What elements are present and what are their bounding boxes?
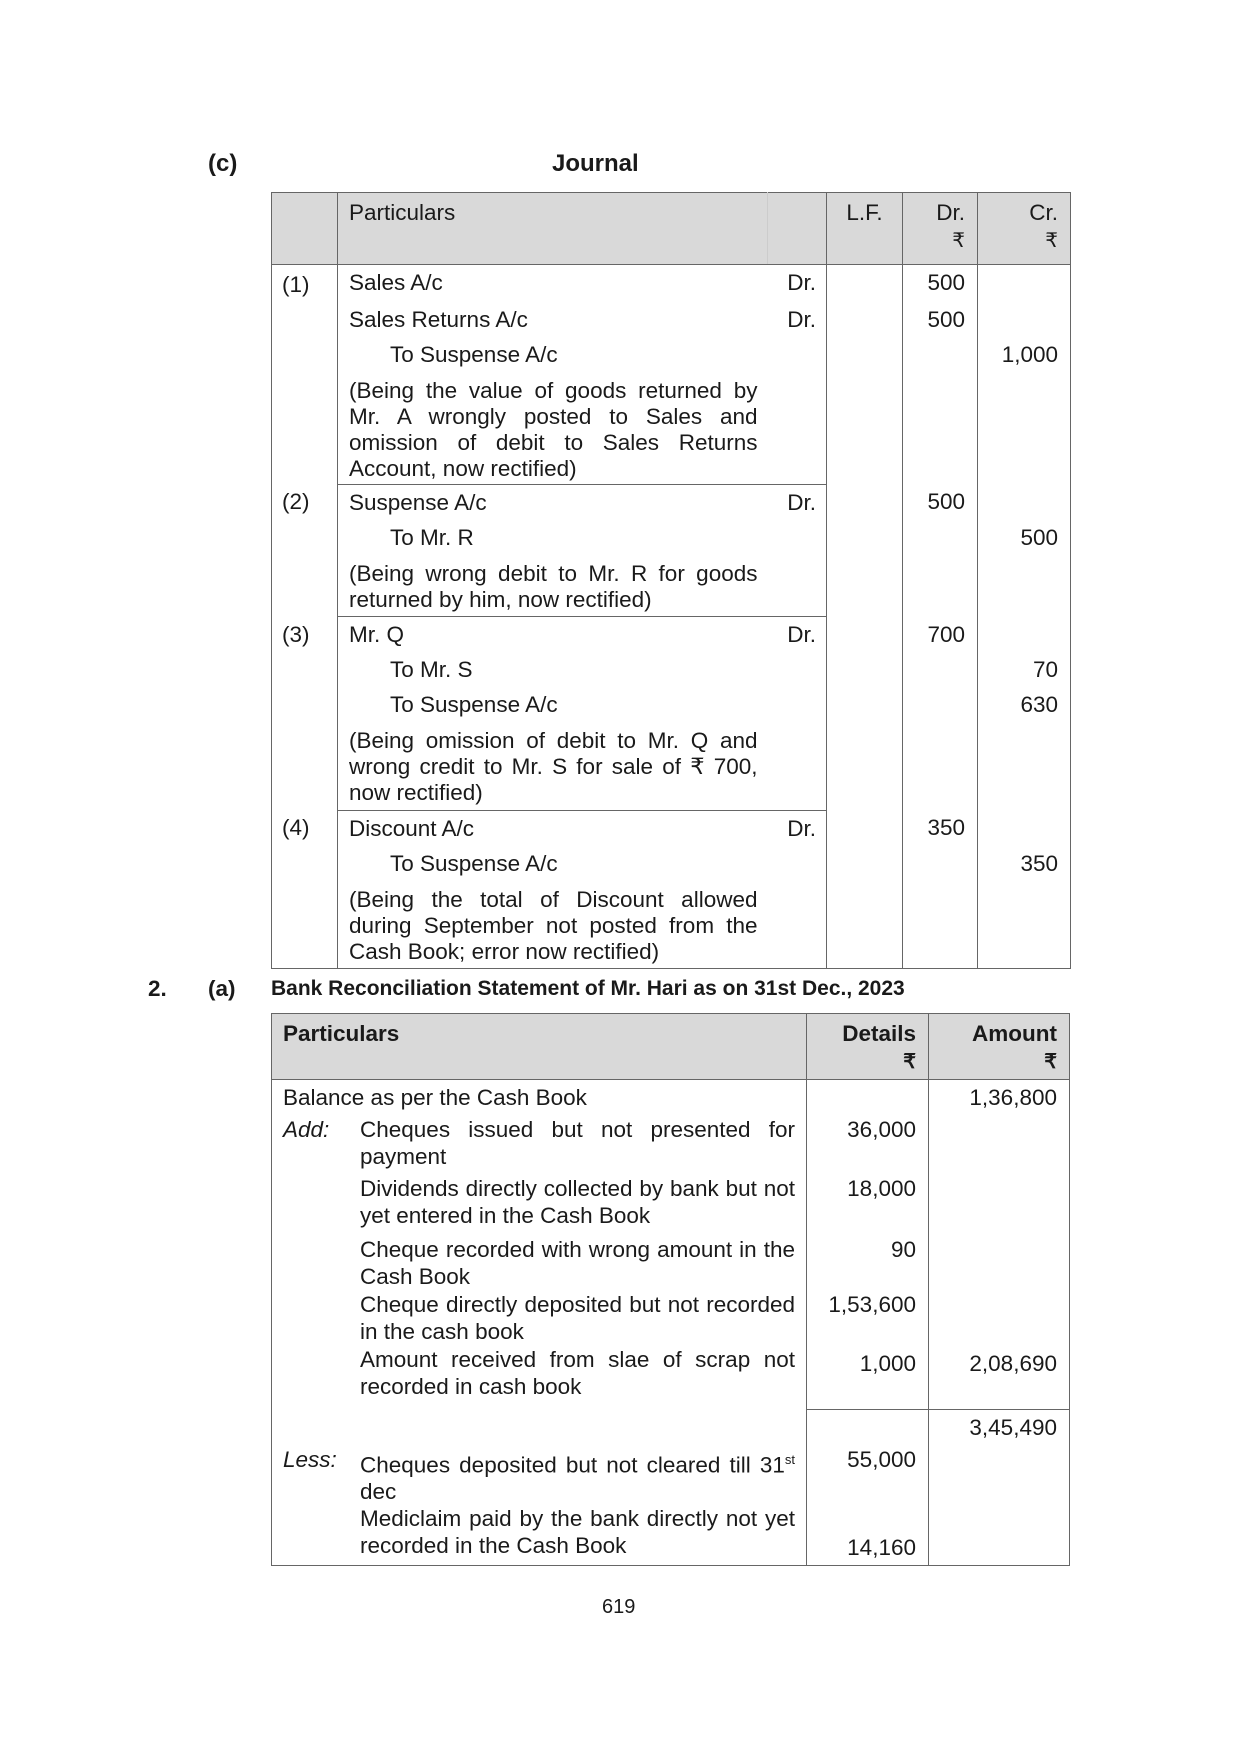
- journal-row: [272, 520, 1071, 555]
- journal-narration-row: [272, 372, 1071, 484]
- brs-row: [272, 1443, 1070, 1506]
- header-no: [272, 193, 338, 265]
- entry-number: [272, 520, 338, 555]
- entry-dr-amount: [903, 372, 978, 484]
- entry-account: Mr. Q: [349, 622, 404, 647]
- brs-amount: [929, 1291, 1070, 1346]
- brs-item-cell: [272, 1175, 807, 1236]
- entry-number: [272, 687, 338, 722]
- entry-number: [272, 555, 338, 617]
- brs-header-amount-label: Amount: [972, 1021, 1057, 1046]
- entry-cr-amount: 350: [1020, 850, 1058, 876]
- entry-dr-amount: [903, 652, 978, 687]
- entry-dr-mark: [768, 846, 827, 881]
- brs-header-details-currency: ₹: [903, 1051, 916, 1073]
- brs-item-text-sup: st: [784, 1451, 795, 1467]
- header-lf: L.F.: [827, 193, 903, 265]
- entry-dr-amount: [903, 520, 978, 555]
- entry-cr-amount: [978, 722, 1071, 810]
- journal-narration-row: [272, 722, 1071, 810]
- journal-row: [272, 846, 1071, 881]
- brs-details: 55,000: [807, 1443, 929, 1506]
- journal-row: [272, 617, 1071, 653]
- entry-cr-amount: [978, 810, 1071, 846]
- entry-cr-amount: 500: [1020, 524, 1058, 550]
- brs-details: [807, 1080, 929, 1114]
- header-particulars: Particulars: [338, 193, 768, 265]
- brs-opening-label: Balance as per the Cash Book: [272, 1080, 807, 1114]
- brs-header-particulars: Particulars: [272, 1014, 807, 1080]
- brs-add-total: 2,08,690: [929, 1346, 1070, 1410]
- entry-dr-amount: [903, 881, 978, 969]
- header-dr: [903, 193, 978, 265]
- brs-row: [272, 1346, 1070, 1410]
- entry-dr-amount: [903, 846, 978, 881]
- entry-narration: (Being omission of debit to Mr. Q and wrong credit to Mr. S for sale of ₹ 700, now rectified): [338, 722, 768, 810]
- brs-details: 36,000: [807, 1114, 929, 1175]
- brs-item-spacer: [283, 1505, 360, 1559]
- brs-item-cell: [272, 1236, 807, 1291]
- entry-account-cell: [338, 846, 768, 881]
- entry-lf: [827, 617, 903, 653]
- section-label: (c): [208, 150, 238, 177]
- entry-account: Sales Returns A/c: [349, 307, 528, 332]
- brs-less-label: Less:: [283, 1446, 337, 1472]
- entry-lf: [827, 265, 903, 303]
- entry-account: To Suspense A/c: [390, 850, 558, 876]
- brs-row: [272, 1291, 1070, 1346]
- entry-account: Discount A/c: [349, 815, 475, 841]
- entry-account: To Mr. R: [390, 524, 474, 550]
- brs-header-amount-currency: ₹: [1044, 1051, 1057, 1073]
- brs-amount: [929, 1114, 1070, 1175]
- brs-item-cell: [272, 1346, 807, 1410]
- brs-item-text-pre: Cheques deposited but not cleared till 31: [360, 1452, 785, 1477]
- question-part-label: (a): [208, 976, 236, 1001]
- brs-row: [272, 1114, 1070, 1175]
- brs-header-details: [807, 1014, 929, 1080]
- brs-details: 1,53,600: [807, 1291, 929, 1346]
- entry-dr-mark: Dr.: [768, 265, 827, 303]
- entry-dr-mark: [768, 652, 827, 687]
- entry-account: To Mr. S: [390, 657, 473, 682]
- brs-item-spacer: [283, 1175, 360, 1229]
- entry-lf: [827, 520, 903, 555]
- entry-number: (3): [272, 617, 338, 653]
- brs-amount: [929, 1443, 1070, 1506]
- header-cr-label: Cr.: [1029, 200, 1058, 225]
- entry-dr-amount: 700: [903, 617, 978, 653]
- entry-dr-mark: Dr.: [768, 617, 827, 653]
- entry-number: [272, 881, 338, 969]
- brs-opening-amount: 1,36,800: [969, 1085, 1057, 1110]
- journal-row: [272, 652, 1071, 687]
- entry-lf: [827, 337, 903, 372]
- brs-row: [272, 1175, 1070, 1236]
- journal-row: [272, 265, 1071, 303]
- brs-item-text: Mediclaim paid by the bank directly not yet recorded in the Cash Book: [360, 1506, 795, 1558]
- entry-dr-amount: 500: [903, 302, 978, 337]
- brs-item-cell: [272, 1443, 807, 1506]
- entry-number: [272, 652, 338, 687]
- entry-number: (1): [272, 265, 338, 303]
- brs-amount: [929, 1505, 1070, 1565]
- brs-row: [272, 1410, 1070, 1443]
- brs-details: 1,000: [807, 1346, 929, 1410]
- entry-lf: [827, 881, 903, 969]
- entry-lf: [827, 555, 903, 617]
- brs-item-cell: [272, 1291, 807, 1346]
- brs-item-text: [360, 1446, 795, 1506]
- journal-header-row: [272, 193, 1071, 265]
- entry-dr-mark: Dr.: [768, 484, 827, 520]
- brs-details: 14,160: [807, 1505, 929, 1565]
- entry-lf: [827, 484, 903, 520]
- entry-number: [272, 337, 338, 372]
- entry-lf: [827, 810, 903, 846]
- entry-number: [272, 372, 338, 484]
- entry-account-cell: [338, 687, 768, 722]
- entry-narration: (Being the value of goods returned by Mr. A wrongly posted to Sales and omission of debit to Sales Returns Account, now rectified): [338, 372, 768, 484]
- entry-cr-amount: [978, 617, 1071, 653]
- brs-add-label: Add:: [283, 1116, 330, 1142]
- brs-details: 90: [807, 1236, 929, 1291]
- entry-dr-mark: [768, 687, 827, 722]
- entry-number: [272, 722, 338, 810]
- brs-title: Bank Reconciliation Statement of Mr. Hari as on 31st Dec., 2023: [271, 977, 905, 1000]
- entry-lf: [827, 722, 903, 810]
- brs-item-spacer: [283, 1346, 360, 1400]
- journal-row: [272, 337, 1071, 372]
- brs-item-cell: [272, 1114, 807, 1175]
- entry-lf: [827, 687, 903, 722]
- entry-dr-mark: [768, 881, 827, 969]
- journal-table: [271, 192, 1071, 969]
- entry-dr-mark: Dr.: [768, 810, 827, 846]
- brs-row: [272, 1236, 1070, 1291]
- brs-item-text: Cheque directly deposited but not recorded in the cash book: [360, 1291, 795, 1344]
- entry-narration: (Being the total of Discount allowed during September not posted from the Cash Book; error now rectified): [349, 886, 758, 964]
- entry-account: To Suspense A/c: [390, 692, 558, 717]
- entry-dr-mark: [768, 372, 827, 484]
- entry-dr-mark: [768, 722, 827, 810]
- entry-number: (2): [272, 484, 338, 520]
- journal-row: [272, 810, 1071, 846]
- brs-item-spacer: [283, 1291, 360, 1345]
- brs-row: [272, 1080, 1070, 1114]
- brs-header-row: [272, 1014, 1070, 1080]
- entry-lf: [827, 372, 903, 484]
- entry-account-cell: [338, 337, 768, 372]
- entry-account: Suspense A/c: [349, 489, 487, 515]
- brs-item-text-post: dec: [360, 1479, 397, 1504]
- entry-cr-amount: [978, 484, 1071, 520]
- brs-header-amount: [929, 1014, 1070, 1080]
- entry-cr-amount: [978, 265, 1071, 303]
- journal-narration-row: [272, 881, 1071, 969]
- journal-row: [272, 484, 1071, 520]
- brs-amount: [929, 1236, 1070, 1291]
- entry-dr-amount: 500: [903, 265, 978, 303]
- entry-narration: (Being wrong debit to Mr. R for goods returned by him, now rectified): [338, 555, 768, 617]
- entry-dr-amount: [903, 687, 978, 722]
- header-cr: [978, 193, 1071, 265]
- header-dr-label: Dr.: [936, 200, 965, 225]
- entry-number: [272, 302, 338, 337]
- header-mark: [768, 193, 827, 265]
- entry-dr-mark: [768, 520, 827, 555]
- brs-item-cell: [272, 1505, 807, 1565]
- entry-dr-mark: Dr.: [768, 302, 827, 337]
- entry-dr-amount: 350: [903, 810, 978, 846]
- header-cr-currency: ₹: [1045, 230, 1058, 252]
- brs-details: [807, 1410, 929, 1443]
- brs-header-details-label: Details: [842, 1021, 916, 1046]
- entry-account: Sales A/c: [349, 270, 443, 295]
- brs-subtotal: 3,45,490: [969, 1415, 1057, 1440]
- entry-dr-amount: [903, 722, 978, 810]
- entry-cr-amount: [978, 555, 1071, 617]
- entry-number: (4): [272, 810, 338, 846]
- entry-lf: [827, 846, 903, 881]
- brs-item-spacer: [283, 1236, 360, 1290]
- entry-cr-amount: [978, 881, 1071, 969]
- brs-row: [272, 1505, 1070, 1565]
- entry-dr-amount: [903, 337, 978, 372]
- entry-account: To Suspense A/c: [390, 342, 558, 367]
- entry-number: [272, 846, 338, 881]
- entry-cr-amount: 70: [1032, 657, 1058, 682]
- entry-lf: [827, 302, 903, 337]
- journal-narration-row: [272, 555, 1071, 617]
- brs-amount: [929, 1175, 1070, 1236]
- entry-dr-mark: [768, 337, 827, 372]
- journal-title: Journal: [552, 150, 639, 177]
- entry-account-cell: [338, 520, 768, 555]
- brs-details: 18,000: [807, 1175, 929, 1236]
- entry-account-cell: [338, 652, 768, 687]
- entry-dr-amount: [903, 555, 978, 617]
- entry-cr-amount: [978, 302, 1071, 337]
- entry-cr-amount: 1,000: [1001, 342, 1058, 367]
- entry-dr-mark: [768, 555, 827, 617]
- brs-item-text: Amount received from slae of scrap not recorded in cash book: [360, 1346, 795, 1399]
- brs-item-text: Cheque recorded with wrong amount in the Cash Book: [360, 1236, 795, 1289]
- entry-dr-amount: 500: [903, 484, 978, 520]
- page-number: 619: [602, 1596, 636, 1618]
- journal-row: [272, 687, 1071, 722]
- entry-cr-amount: [978, 372, 1071, 484]
- entry-cr-amount: 630: [1020, 692, 1058, 717]
- brs-table: [271, 1013, 1070, 1566]
- brs-subtotal-label-cell: [272, 1410, 807, 1443]
- journal-row: [272, 302, 1071, 337]
- header-dr-currency: ₹: [952, 230, 965, 252]
- entry-lf: [827, 652, 903, 687]
- brs-item-text: Cheques issued but not presented for payment: [360, 1116, 795, 1169]
- question-number: 2.: [148, 976, 167, 1001]
- brs-item-text: Dividends directly collected by bank but not yet entered in the Cash Book: [360, 1175, 795, 1228]
